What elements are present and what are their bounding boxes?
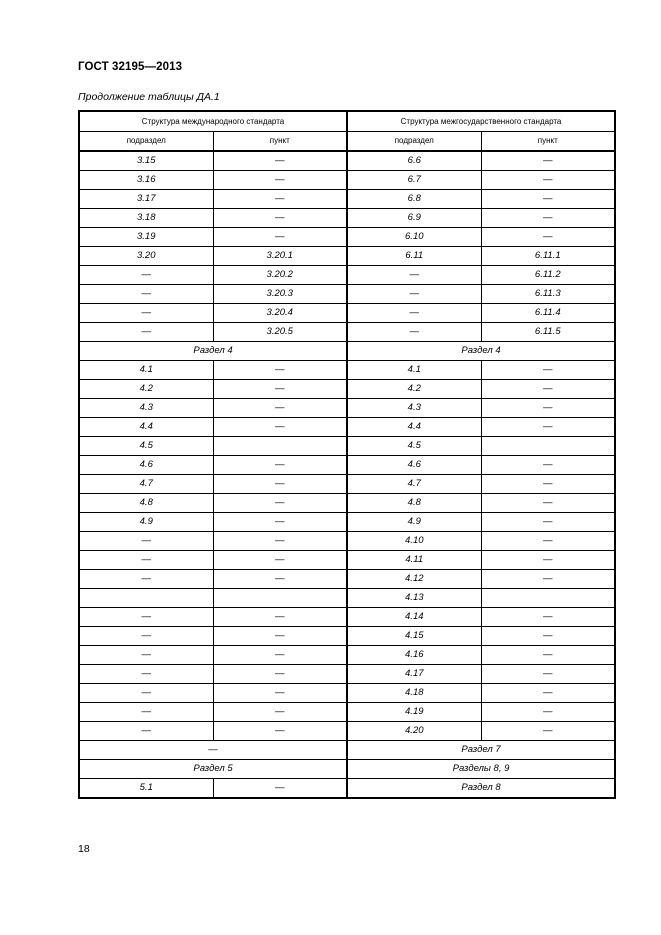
correspondence-table: [78, 110, 616, 799]
table-cell: —: [481, 456, 615, 475]
table-cell: 4.18: [347, 684, 481, 703]
table-cell: [213, 437, 347, 456]
table-row: [79, 627, 615, 646]
table-cell: —: [213, 551, 347, 570]
table-cell: 3.20.5: [213, 323, 347, 342]
table-cell: 4.5: [79, 437, 213, 456]
table-cell: 4.6: [347, 456, 481, 475]
table-cell: Разделы 8, 9: [347, 760, 615, 779]
table-cell: —: [481, 228, 615, 247]
table-cell: —: [79, 684, 213, 703]
table-row: [79, 475, 615, 494]
table-row: [79, 285, 615, 304]
table-cell: —: [213, 703, 347, 722]
table-cell: —: [213, 608, 347, 627]
table-caption: Продолжение таблицы ДА.1: [78, 91, 220, 103]
table-cell: [79, 589, 213, 608]
table-row: [79, 703, 615, 722]
table-column-header-row: [79, 132, 615, 152]
table-row: [79, 171, 615, 190]
table-cell: 6.11.4: [481, 304, 615, 323]
table-cell: —: [213, 779, 347, 799]
table-cell: —: [213, 494, 347, 513]
table-cell: Раздел 7: [347, 741, 615, 760]
table-cell: 6.8: [347, 190, 481, 209]
table-cell: 6.6: [347, 151, 481, 171]
table-cell: [481, 437, 615, 456]
table-cell: 6.11.5: [481, 323, 615, 342]
table-row: [79, 209, 615, 228]
table-cell: —: [481, 532, 615, 551]
table-cell: —: [481, 627, 615, 646]
table-row: [79, 418, 615, 437]
column-header-item: пункт: [481, 132, 615, 152]
table-cell: Раздел 5: [79, 760, 347, 779]
table-group-header-row: [79, 111, 615, 132]
table-cell: —: [481, 646, 615, 665]
table-cell: —: [481, 703, 615, 722]
table-cell: 4.4: [347, 418, 481, 437]
table-row: [79, 380, 615, 399]
table-cell: 3.20.1: [213, 247, 347, 266]
table-cell: —: [79, 285, 213, 304]
table-row: [79, 456, 615, 475]
table-cell: 4.20: [347, 722, 481, 741]
table-row: [79, 684, 615, 703]
table-cell: —: [79, 741, 347, 760]
table-cell: 4.7: [347, 475, 481, 494]
table-cell: 4.9: [347, 513, 481, 532]
table-cell: —: [481, 513, 615, 532]
column-header-subsection: подраздел: [79, 132, 213, 152]
table-cell: —: [213, 684, 347, 703]
table-cell: —: [481, 190, 615, 209]
table-cell: —: [213, 361, 347, 380]
table-cell: 4.14: [347, 608, 481, 627]
table-cell: —: [213, 456, 347, 475]
table-cell: —: [481, 399, 615, 418]
table-cell: —: [481, 722, 615, 741]
table-row: [79, 608, 615, 627]
table-cell: 4.3: [347, 399, 481, 418]
table-row: [79, 570, 615, 589]
table-cell: 3.19: [79, 228, 213, 247]
table-cell: —: [481, 684, 615, 703]
table-cell: —: [213, 380, 347, 399]
table-cell: 4.15: [347, 627, 481, 646]
table-cell: —: [213, 190, 347, 209]
table-cell: 4.7: [79, 475, 213, 494]
table-cell: 5.1: [79, 779, 213, 799]
table-cell: —: [79, 627, 213, 646]
table-cell: —: [79, 551, 213, 570]
table-cell: 4.4: [79, 418, 213, 437]
table-row: [79, 361, 615, 380]
table-cell: —: [79, 646, 213, 665]
table-row: [79, 665, 615, 684]
table-cell: —: [481, 209, 615, 228]
table-cell: —: [213, 171, 347, 190]
table-row: [79, 247, 615, 266]
table-row: [79, 589, 615, 608]
table-cell: —: [481, 665, 615, 684]
table-cell: 4.10: [347, 532, 481, 551]
table-cell: 3.18: [79, 209, 213, 228]
table-cell: 3.20.4: [213, 304, 347, 323]
table-cell: 6.11.3: [481, 285, 615, 304]
table-cell: —: [213, 646, 347, 665]
table-cell: —: [347, 266, 481, 285]
table-cell: —: [213, 399, 347, 418]
table-body: [79, 151, 615, 798]
table-row: [79, 323, 615, 342]
table-cell: —: [481, 551, 615, 570]
table-cell: —: [347, 323, 481, 342]
table-cell: —: [79, 532, 213, 551]
table-cell: Раздел 4: [79, 342, 347, 361]
table-cell: 6.11: [347, 247, 481, 266]
table-cell: —: [213, 665, 347, 684]
table-cell: —: [213, 513, 347, 532]
table-cell: —: [213, 151, 347, 171]
table-cell: 4.9: [79, 513, 213, 532]
table-cell: —: [79, 665, 213, 684]
table-cell: 4.3: [79, 399, 213, 418]
table-cell: [213, 589, 347, 608]
table-row: [79, 266, 615, 285]
table-row: [79, 741, 615, 760]
table-cell: 4.8: [79, 494, 213, 513]
table-cell: 3.20: [79, 247, 213, 266]
table-cell: —: [481, 608, 615, 627]
table-cell: —: [213, 627, 347, 646]
table-cell: 4.8: [347, 494, 481, 513]
table-cell: 4.11: [347, 551, 481, 570]
table-row: [79, 532, 615, 551]
table-cell: 3.15: [79, 151, 213, 171]
table-cell: [481, 589, 615, 608]
table-cell: —: [481, 151, 615, 171]
table-row: [79, 437, 615, 456]
table-cell: —: [213, 532, 347, 551]
group-header-international: Структура международного стандарта: [79, 111, 347, 132]
table-cell: 6.11.1: [481, 247, 615, 266]
table-cell: —: [79, 722, 213, 741]
table-cell: —: [79, 608, 213, 627]
table-cell: 3.16: [79, 171, 213, 190]
table-cell: —: [481, 418, 615, 437]
table-cell: Раздел 4: [347, 342, 615, 361]
column-header-item: пункт: [213, 132, 347, 152]
table-cell: 4.5: [347, 437, 481, 456]
column-header-subsection: подраздел: [347, 132, 481, 152]
table-cell: —: [213, 570, 347, 589]
table-cell: 4.2: [347, 380, 481, 399]
page-number: 18: [78, 843, 90, 855]
table-cell: —: [213, 228, 347, 247]
table-row: [79, 760, 615, 779]
table-cell: —: [481, 171, 615, 190]
table-cell: —: [213, 722, 347, 741]
table-cell: 4.1: [347, 361, 481, 380]
table-cell: —: [481, 380, 615, 399]
group-header-interstate: Структура межгосударственного стандарта: [347, 111, 615, 132]
table-cell: —: [347, 304, 481, 323]
table-row: [79, 494, 615, 513]
table-cell: —: [79, 323, 213, 342]
table-row: [79, 722, 615, 741]
table-cell: 3.20.2: [213, 266, 347, 285]
table-cell: —: [481, 494, 615, 513]
table-row: [79, 399, 615, 418]
table-row: [79, 304, 615, 323]
table-cell: 3.20.3: [213, 285, 347, 304]
table-row: [79, 551, 615, 570]
table-row: [79, 151, 615, 171]
table-row: [79, 342, 615, 361]
table-cell: 4.12: [347, 570, 481, 589]
table-cell: 4.16: [347, 646, 481, 665]
table-row: [79, 513, 615, 532]
table-cell: 3.17: [79, 190, 213, 209]
table-cell: 6.9: [347, 209, 481, 228]
table-cell: Раздел 8: [347, 779, 615, 799]
table-cell: —: [481, 475, 615, 494]
table-cell: —: [347, 285, 481, 304]
table-cell: —: [79, 304, 213, 323]
table-cell: 4.17: [347, 665, 481, 684]
table-row: [79, 190, 615, 209]
table-cell: 4.6: [79, 456, 213, 475]
table-cell: 6.10: [347, 228, 481, 247]
table-cell: —: [481, 570, 615, 589]
table-cell: —: [481, 361, 615, 380]
table-cell: 4.19: [347, 703, 481, 722]
table-cell: —: [213, 475, 347, 494]
table-row: [79, 228, 615, 247]
table-cell: —: [79, 703, 213, 722]
table-cell: 4.13: [347, 589, 481, 608]
table-cell: —: [79, 570, 213, 589]
table-cell: 6.11.2: [481, 266, 615, 285]
document-header: ГОСТ 32195—2013: [78, 61, 183, 73]
table-row: [79, 646, 615, 665]
table-row: [79, 779, 615, 799]
table-cell: —: [213, 209, 347, 228]
table-cell: 4.1: [79, 361, 213, 380]
table-cell: 4.2: [79, 380, 213, 399]
table-cell: —: [213, 418, 347, 437]
table-cell: 6.7: [347, 171, 481, 190]
table-cell: —: [79, 266, 213, 285]
